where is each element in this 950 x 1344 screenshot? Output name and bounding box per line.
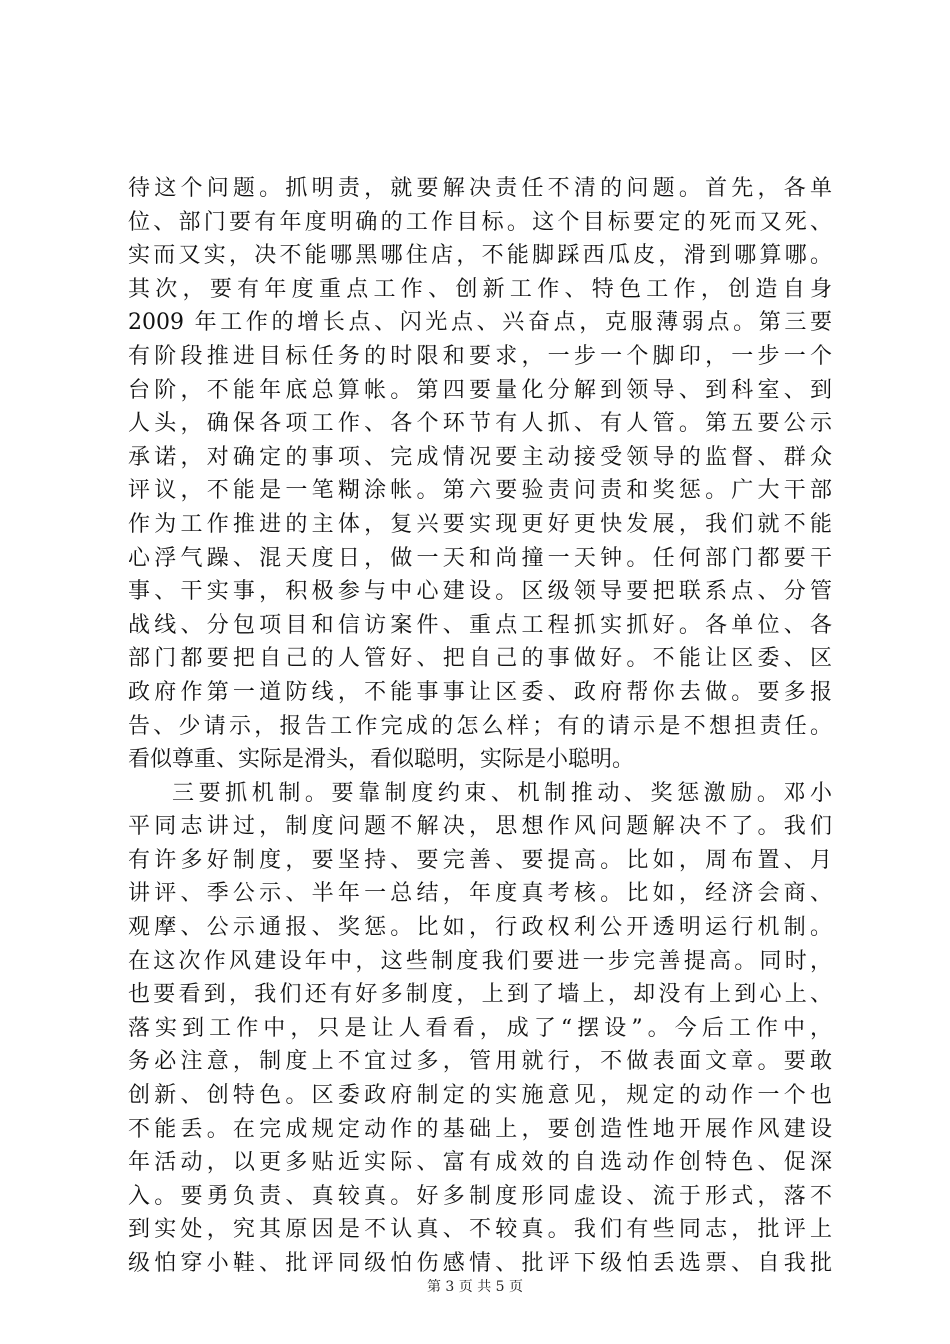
text-line: 到实处，究其原因是不认真、不较真。我们有些同志，批评上 xyxy=(128,1217,832,1243)
text-line: 创新、创特色。区委政府制定的实施意见，规定的动作一个也 xyxy=(128,1083,832,1109)
text-line: 务必注意，制度上不宜过多，管用就行，不做表面文章。要敢 xyxy=(128,1049,832,1075)
text-line: 不能丢。在完成规定动作的基础上，要创造性地开展作风建设 xyxy=(128,1116,832,1142)
text-line: 年活动，以更多贴近实际、富有成效的自选动作创特色、促深 xyxy=(128,1150,832,1176)
paragraph xyxy=(128,777,832,1281)
text-line: 2009 年工作的增长点、闪光点、兴奋点，克服薄弱点。第三要 xyxy=(128,310,832,336)
text-line: 观摩、公示通报、奖惩。比如，行政权利公开透明运行机制。 xyxy=(128,915,832,941)
text-line: 落实到工作中，只是让人看看，成了“摆设”。今后工作中， xyxy=(128,1015,832,1041)
page-footer: 第 3 页 共 5 页 xyxy=(426,1279,524,1295)
text-line: 政府作第一道防线，不能事事让区委、政府帮你去做。要多报 xyxy=(128,679,832,705)
text-line: 有阶段推进目标任务的时限和要求，一步一个脚印，一步一个 xyxy=(128,343,832,369)
text-line: 告、少请示，报告工作完成的怎么样；有的请示是不想担责任。 xyxy=(128,713,832,739)
text-line: 部门都要把自己的人管好、把自己的事做好。不能让区委、区 xyxy=(128,646,832,672)
paragraph xyxy=(128,172,832,777)
text-line: 位、部门要有年度明确的工作目标。这个目标要定的死而又死、 xyxy=(128,209,832,235)
text-line: 战线、分包项目和信访案件、重点工程抓实抓好。各单位、各 xyxy=(128,612,832,638)
text-line: 承诺，对确定的事项、完成情况要主动接受领导的监督、群众 xyxy=(128,444,832,470)
text-line: 台阶，不能年底总算帐。第四要量化分解到领导、到科室、到 xyxy=(128,377,832,403)
text-line: 有许多好制度，要坚持、要完善、要提高。比如，周布置、月 xyxy=(128,847,832,873)
text-line: 看似尊重、实际是滑头，看似聪明，实际是小聪明。 xyxy=(128,747,635,773)
text-line: 事、干实事，积极参与中心建设。区级领导要把联系点、分管 xyxy=(128,579,832,605)
text-line: 待这个问题。抓明责，就要解决责任不清的问题。首先，各单 xyxy=(128,176,832,201)
text-line: 入。要勇负责、真较真。好多制度形同虚设、流于形式，落不 xyxy=(128,1183,832,1209)
text-line: 人头，确保各项工作、各个环节有人抓、有人管。第五要公示 xyxy=(128,411,832,437)
text-line: 评议，不能是一笔糊涂帐。第六要验责问责和奖惩。广大干部 xyxy=(128,478,832,504)
text-line: 心浮气躁、混天度日，做一天和尚撞一天钟。任何部门都要干 xyxy=(128,545,832,571)
document-body xyxy=(128,172,832,1281)
text-line: 级怕穿小鞋、批评同级怕伤感情、批评下级怕丢选票、自我批 xyxy=(128,1251,832,1276)
text-line: 实而又实，决不能哪黑哪住店，不能脚踩西瓜皮，滑到哪算哪。 xyxy=(128,243,832,269)
text-line: 在这次作风建设年中，这些制度我们要进一步完善提高。同时， xyxy=(128,948,832,974)
text-line: 作为工作推进的主体，复兴要实现更好更快发展，我们就不能 xyxy=(128,511,832,537)
text-line: 其次，要有年度重点工作、创新工作、特色工作，创造自身 xyxy=(128,276,832,302)
text-line: 讲评、季公示、半年一总结，年度真考核。比如，经济会商、 xyxy=(128,881,832,907)
text-line: 三要抓机制。要靠制度约束、机制推动、奖惩激励。邓小 xyxy=(172,780,832,806)
text-line: 也要看到，我们还有好多制度，上到了墙上，却没有上到心上、 xyxy=(128,982,832,1008)
text-line: 平同志讲过，制度问题不解决，思想作风问题解决不了。我们 xyxy=(128,814,832,840)
